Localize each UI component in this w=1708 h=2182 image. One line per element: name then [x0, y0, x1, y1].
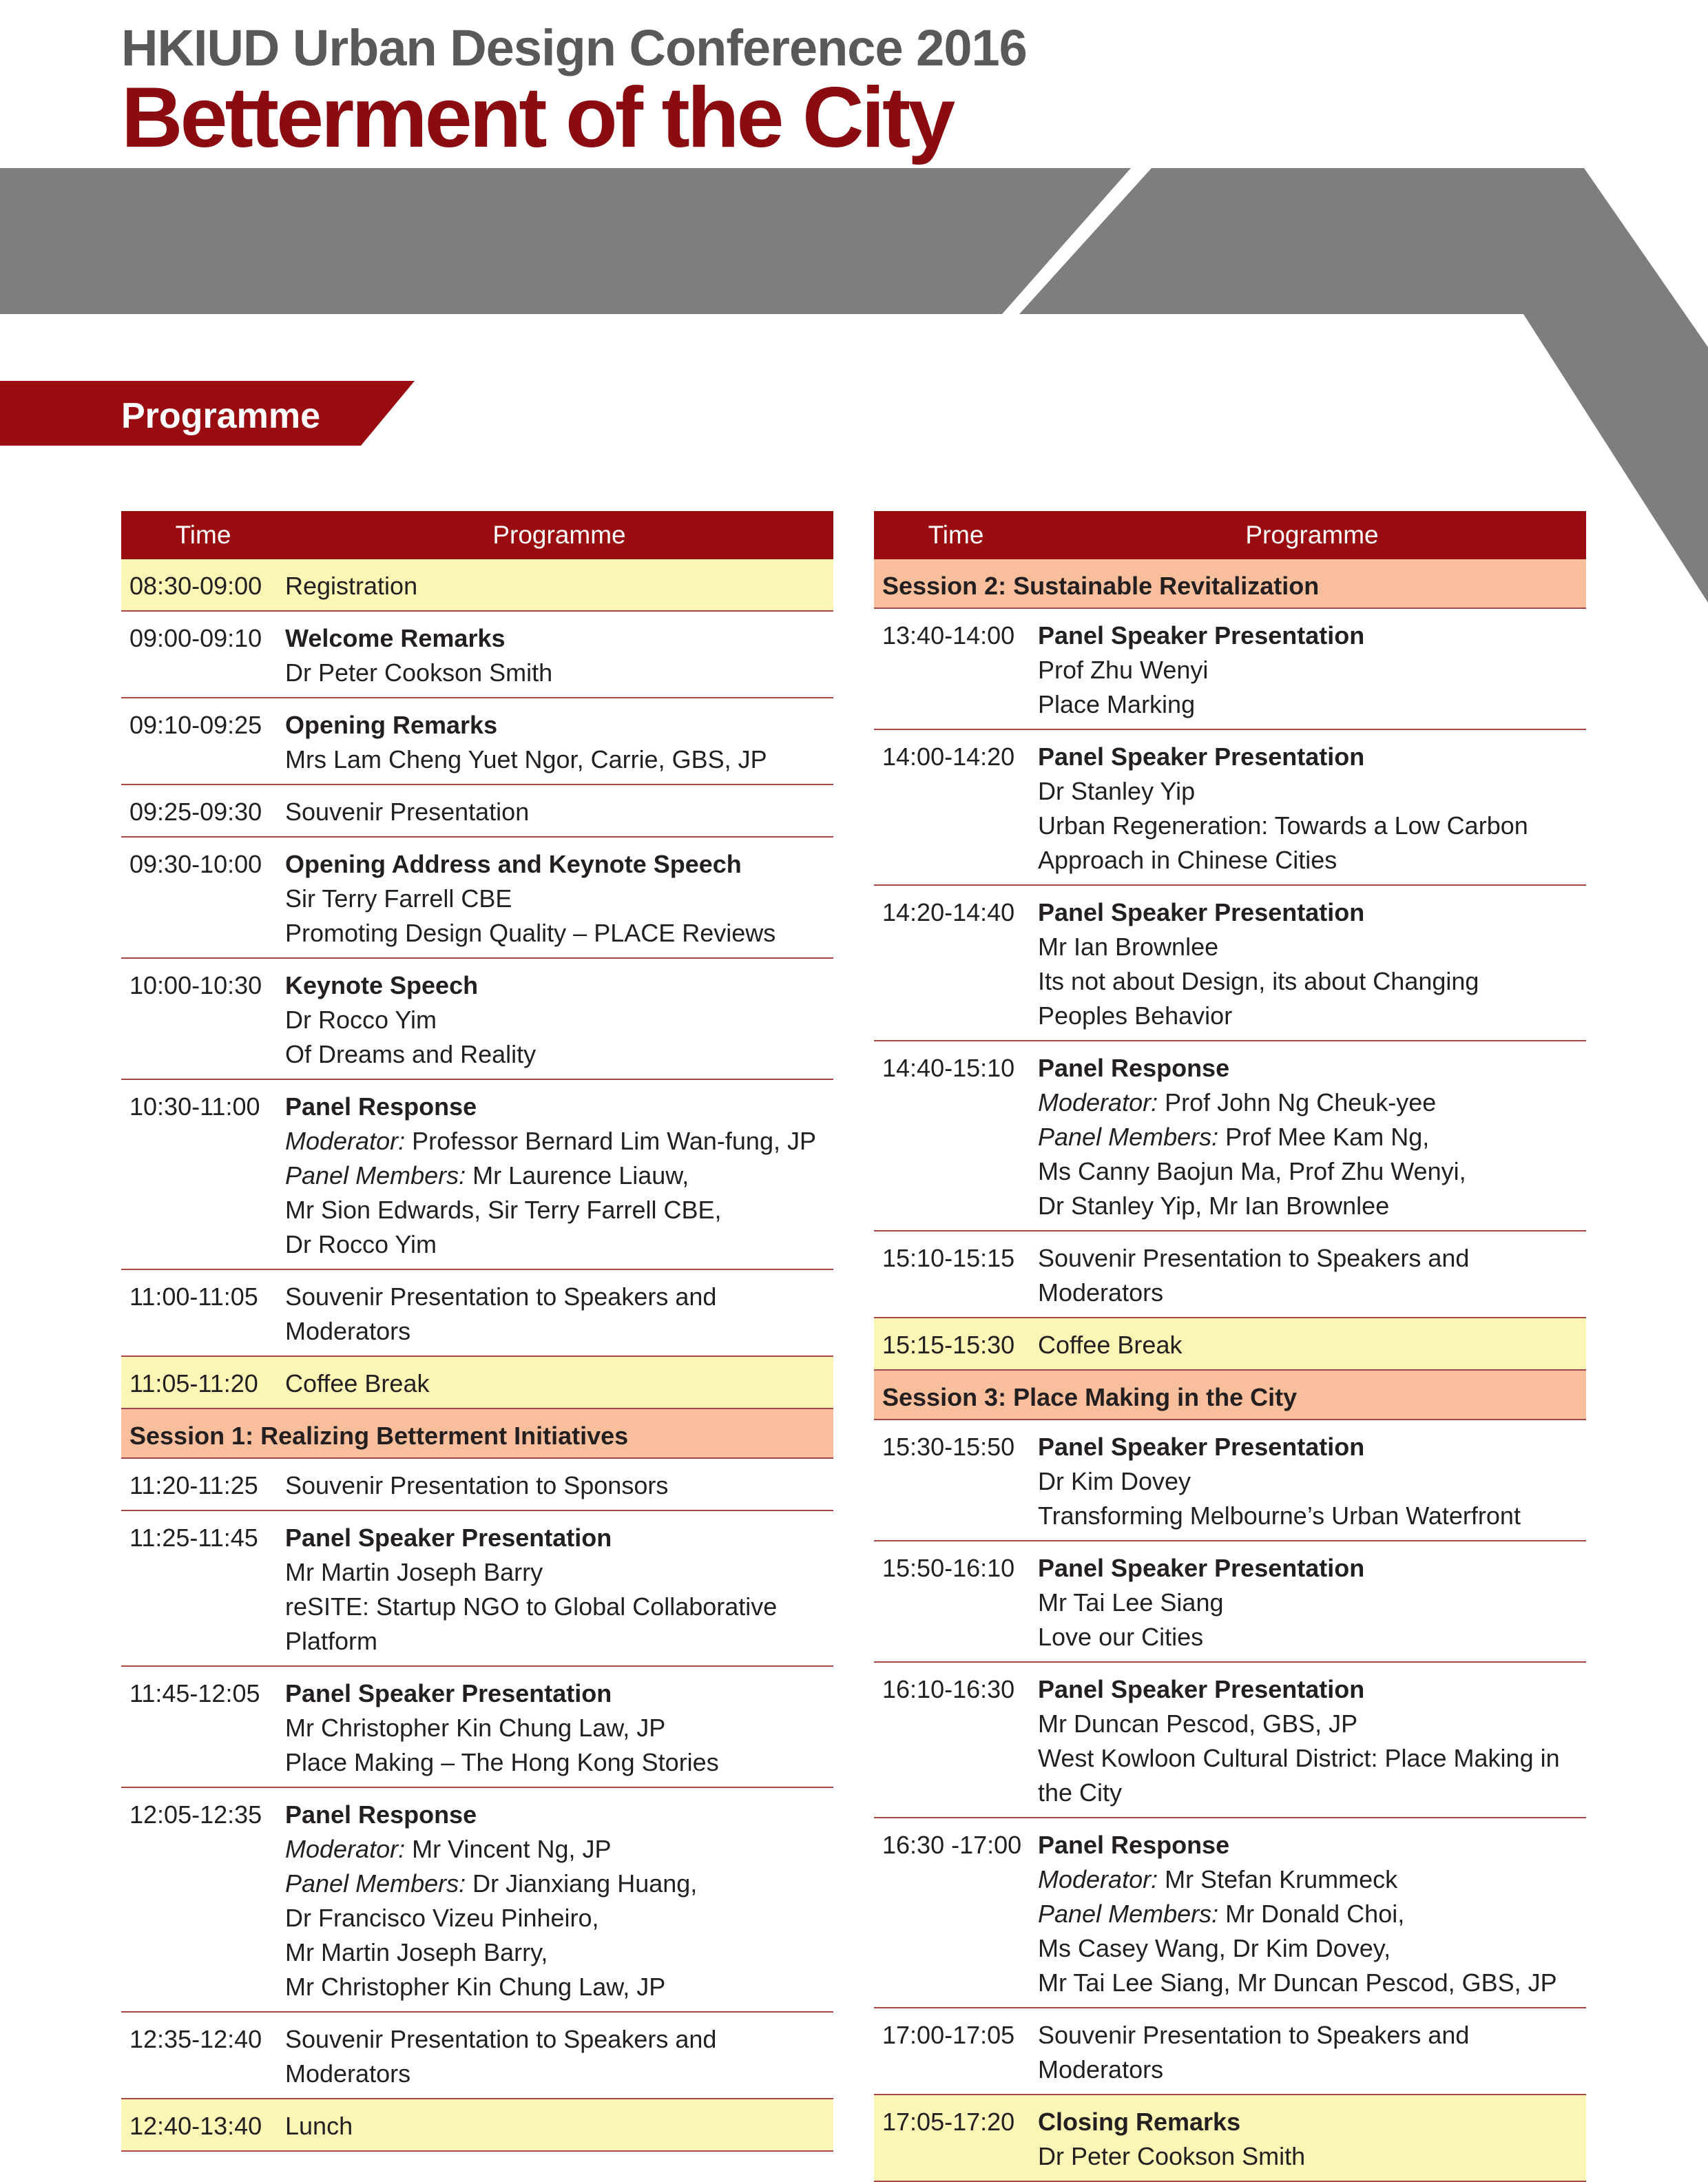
row-detail: Of Dreams and Reality	[285, 1040, 537, 1068]
session-heading: Session 3: Place Making in the City	[874, 1371, 1586, 1420]
row-time: 16:30 -17:00	[882, 1831, 1022, 1859]
table-header	[121, 511, 833, 559]
table-row	[874, 1318, 1586, 1371]
table-row	[121, 2013, 833, 2099]
panel-members-label: Panel Members:	[1038, 1123, 1219, 1151]
row-time: 15:50-16:10	[882, 1554, 1015, 1582]
moderator-line	[1038, 1085, 1586, 1120]
table-row	[874, 1041, 1586, 1232]
row-time: 13:40-14:00	[882, 621, 1015, 650]
table-row	[874, 886, 1586, 1041]
row-time: 11:20-11:25	[129, 1471, 258, 1499]
programme-table-left	[121, 511, 833, 2152]
row-time: 10:30-11:00	[129, 1092, 260, 1121]
panel-members-label: Panel Members:	[1038, 1900, 1219, 1928]
moderator-name: Mr Stefan Krummeck	[1158, 1865, 1398, 1893]
row-detail: Dr Stanley Yip, Mr Ian Brownlee	[1038, 1192, 1390, 1220]
row-title: Panel Response	[1038, 1831, 1230, 1859]
panel-members-label: Panel Members:	[285, 1161, 466, 1189]
row-time: 08:30-09:00	[129, 572, 262, 600]
row-detail: Transforming Melbourne’s Urban Waterfront	[1038, 1502, 1521, 1530]
table-row	[874, 1663, 1586, 1818]
programme-column-header: Programme	[1245, 521, 1379, 549]
row-time: 11:00-11:05	[129, 1282, 258, 1311]
row-detail: Moderators	[1038, 2055, 1164, 2084]
row-title: Closing Remarks	[1038, 2108, 1241, 2136]
row-detail: Ms Canny Baojun Ma, Prof Zhu Wenyi,	[1038, 1157, 1466, 1185]
table-row	[121, 1788, 833, 2013]
row-detail: Mr Tai Lee Siang, Mr Duncan Pescod, GBS, JP	[1038, 1968, 1557, 1997]
panel-members-names: Dr Jianxiang Huang,	[466, 1869, 698, 1898]
row-title: Souvenir Presentation	[285, 798, 530, 826]
panel-members-line	[285, 1867, 833, 1901]
moderator-name: Professor Bernard Lim Wan-fung, JP	[405, 1127, 816, 1155]
row-time: 15:15-15:30	[882, 1331, 1015, 1359]
time-column-header: Time	[928, 521, 984, 549]
table-row	[121, 1667, 833, 1788]
programme-column-header: Programme	[492, 521, 626, 549]
table-row	[874, 1232, 1586, 1318]
row-time: 09:25-09:30	[129, 798, 262, 826]
table-row	[121, 698, 833, 785]
panel-members-names: Mr Laurence Liauw,	[466, 1161, 689, 1189]
moderator-name: Mr Vincent Ng, JP	[405, 1835, 612, 1863]
row-detail: Mr Tai Lee Siang	[1038, 1588, 1224, 1617]
row-detail: Dr Rocco Yim	[285, 1006, 437, 1034]
row-title: Panel Response	[285, 1092, 477, 1121]
table-row	[121, 959, 833, 1080]
row-time: 11:45-12:05	[129, 1679, 260, 1707]
row-detail: Approach in Chinese Cities	[1038, 846, 1337, 874]
row-detail: Dr Rocco Yim	[285, 1230, 437, 1258]
row-detail: the City	[1038, 1778, 1123, 1807]
conference-name: HKIUD Urban Design Conference 2016	[121, 19, 1027, 76]
table-header	[874, 511, 1586, 559]
moderator-label: Moderator:	[285, 1835, 406, 1863]
row-detail: Mrs Lam Cheng Yuet Ngor, Carrie, GBS, JP	[285, 745, 767, 773]
row-detail: Moderators	[285, 1317, 411, 1345]
row-time: 17:05-17:20	[882, 2108, 1015, 2136]
table-row	[121, 612, 833, 698]
row-title: Opening Remarks	[285, 711, 498, 739]
row-title: Panel Speaker Presentation	[1038, 1554, 1365, 1582]
row-title: Panel Speaker Presentation	[1038, 1433, 1365, 1461]
row-detail: Dr Francisco Vizeu Pinheiro,	[285, 1904, 599, 1932]
row-detail: Souvenir Presentation to Speakers and	[285, 2025, 717, 2053]
row-title: Panel Speaker Presentation	[1038, 742, 1365, 771]
row-detail: Promoting Design Quality – PLACE Reviews	[285, 919, 776, 947]
row-time: 14:00-14:20	[882, 742, 1015, 771]
row-title: Panel Speaker Presentation	[1038, 1675, 1365, 1703]
panel-members-line	[1038, 1120, 1586, 1154]
row-detail: Ms Casey Wang, Dr Kim Dovey,	[1038, 1934, 1391, 1962]
row-detail: Souvenir Presentation to Speakers and	[1038, 1244, 1470, 1272]
row-title: Panel Speaker Presentation	[1038, 898, 1365, 926]
row-detail: West Kowloon Cultural District: Place Making in	[1038, 1744, 1560, 1772]
table-row	[121, 559, 833, 612]
row-time: 09:00-09:10	[129, 624, 262, 652]
row-detail: Place Marking	[1038, 690, 1196, 718]
row-title: Keynote Speech	[285, 971, 479, 999]
row-detail: Mr Ian Brownlee	[1038, 933, 1219, 961]
row-detail: Mr Martin Joseph Barry	[285, 1558, 543, 1586]
table-row	[121, 1357, 833, 1409]
table-row	[874, 730, 1586, 886]
row-time: 14:40-15:10	[882, 1054, 1015, 1082]
moderator-label: Moderator:	[285, 1127, 406, 1155]
page-header	[121, 19, 1027, 163]
row-detail: Mr Christopher Kin Chung Law, JP	[285, 1973, 666, 2001]
row-detail: Mr Duncan Pescod, GBS, JP	[1038, 1710, 1358, 1738]
row-detail: Love our Cities	[1038, 1623, 1204, 1651]
row-title: Panel Speaker Presentation	[285, 1679, 612, 1707]
row-detail: Place Making – The Hong Kong Stories	[285, 1748, 719, 1776]
row-time: 11:05-11:20	[129, 1369, 258, 1397]
row-time: 09:10-09:25	[129, 711, 262, 739]
row-detail: Dr Stanley Yip	[1038, 777, 1196, 805]
table-row	[121, 1459, 833, 1511]
table-row	[121, 1080, 833, 1270]
panel-members-line	[1038, 1897, 1586, 1931]
row-time: 12:40-13:40	[129, 2112, 262, 2140]
row-detail: Mr Christopher Kin Chung Law, JP	[285, 1714, 666, 1742]
table-row	[874, 1541, 1586, 1663]
row-title: Panel Speaker Presentation	[285, 1524, 612, 1552]
row-detail: Peoples Behavior	[1038, 1001, 1233, 1030]
programme-heading: Programme	[121, 396, 320, 436]
row-detail: Dr Kim Dovey	[1038, 1467, 1191, 1495]
row-detail: reSITE: Startup NGO to Global Collaborative	[285, 1592, 778, 1621]
panel-members-names: Mr Donald Choi,	[1218, 1900, 1405, 1928]
row-time: 15:30-15:50	[882, 1433, 1015, 1461]
row-detail: Souvenir Presentation to Speakers and	[1038, 2021, 1470, 2049]
table-row	[874, 2008, 1586, 2095]
moderator-label: Moderator:	[1038, 1088, 1158, 1116]
grey-band-left	[0, 168, 1131, 314]
row-title: Opening Address and Keynote Speech	[285, 850, 742, 878]
moderator-line	[285, 1124, 833, 1158]
table-row	[874, 1818, 1586, 2008]
table-row	[121, 1270, 833, 1357]
moderator-line	[285, 1832, 833, 1867]
row-detail: Moderators	[285, 2059, 411, 2088]
row-time: 15:10-15:15	[882, 1244, 1015, 1272]
moderator-label: Moderator:	[1038, 1865, 1158, 1893]
row-detail: Dr Peter Cookson Smith	[285, 658, 553, 687]
row-time: 17:00-17:05	[882, 2021, 1015, 2049]
row-title: Panel Speaker Presentation	[1038, 621, 1365, 650]
row-detail: Dr Peter Cookson Smith	[1038, 2142, 1306, 2170]
row-detail: Mr Sion Edwards, Sir Terry Farrell CBE,	[285, 1196, 722, 1224]
row-time: 12:05-12:35	[129, 1800, 262, 1829]
panel-members-label: Panel Members:	[285, 1869, 466, 1898]
programme-table-right	[874, 511, 1586, 2182]
row-detail: Souvenir Presentation to Speakers and	[285, 1282, 717, 1311]
row-time: 09:30-10:00	[129, 850, 262, 878]
conference-title: Betterment of the City	[121, 70, 953, 165]
row-detail: Sir Terry Farrell CBE	[285, 884, 512, 913]
row-title: Panel Response	[285, 1800, 477, 1829]
moderator-line	[1038, 1862, 1586, 1897]
row-time: 14:20-14:40	[882, 898, 1015, 926]
table-row	[121, 838, 833, 959]
moderator-name: Prof John Ng Cheuk-yee	[1158, 1088, 1437, 1116]
table-row	[121, 785, 833, 838]
row-time: 16:10-16:30	[882, 1675, 1015, 1703]
row-detail: Mr Martin Joseph Barry,	[285, 1938, 548, 1966]
table-row	[874, 2095, 1586, 2182]
row-detail: Urban Regeneration: Towards a Low Carbon	[1038, 811, 1528, 840]
row-detail: Prof Zhu Wenyi	[1038, 656, 1209, 684]
session-heading: Session 1: Realizing Betterment Initiatives	[121, 1409, 833, 1459]
row-title: Welcome Remarks	[285, 624, 506, 652]
row-title: Registration	[285, 572, 418, 600]
row-title: Lunch	[285, 2112, 353, 2140]
row-title: Panel Response	[1038, 1054, 1230, 1082]
table-row	[874, 609, 1586, 730]
table-row	[121, 2099, 833, 2152]
table-row	[121, 1511, 833, 1667]
table-row	[874, 1420, 1586, 1541]
row-time: 11:25-11:45	[129, 1524, 258, 1552]
row-time: 12:35-12:40	[129, 2025, 262, 2053]
session-heading: Session 2: Sustainable Revitalization	[874, 559, 1586, 609]
row-title: Coffee Break	[1038, 1331, 1183, 1359]
panel-members-line	[285, 1158, 833, 1193]
time-column-header: Time	[175, 521, 231, 549]
row-detail: Moderators	[1038, 1278, 1164, 1307]
panel-members-names: Prof Mee Kam Ng,	[1218, 1123, 1430, 1151]
row-title: Souvenir Presentation to Sponsors	[285, 1471, 669, 1499]
row-detail: Platform	[285, 1627, 378, 1655]
row-time: 10:00-10:30	[129, 971, 262, 999]
row-title: Coffee Break	[285, 1369, 430, 1397]
row-detail: Its not about Design, its about Changing	[1038, 967, 1479, 995]
